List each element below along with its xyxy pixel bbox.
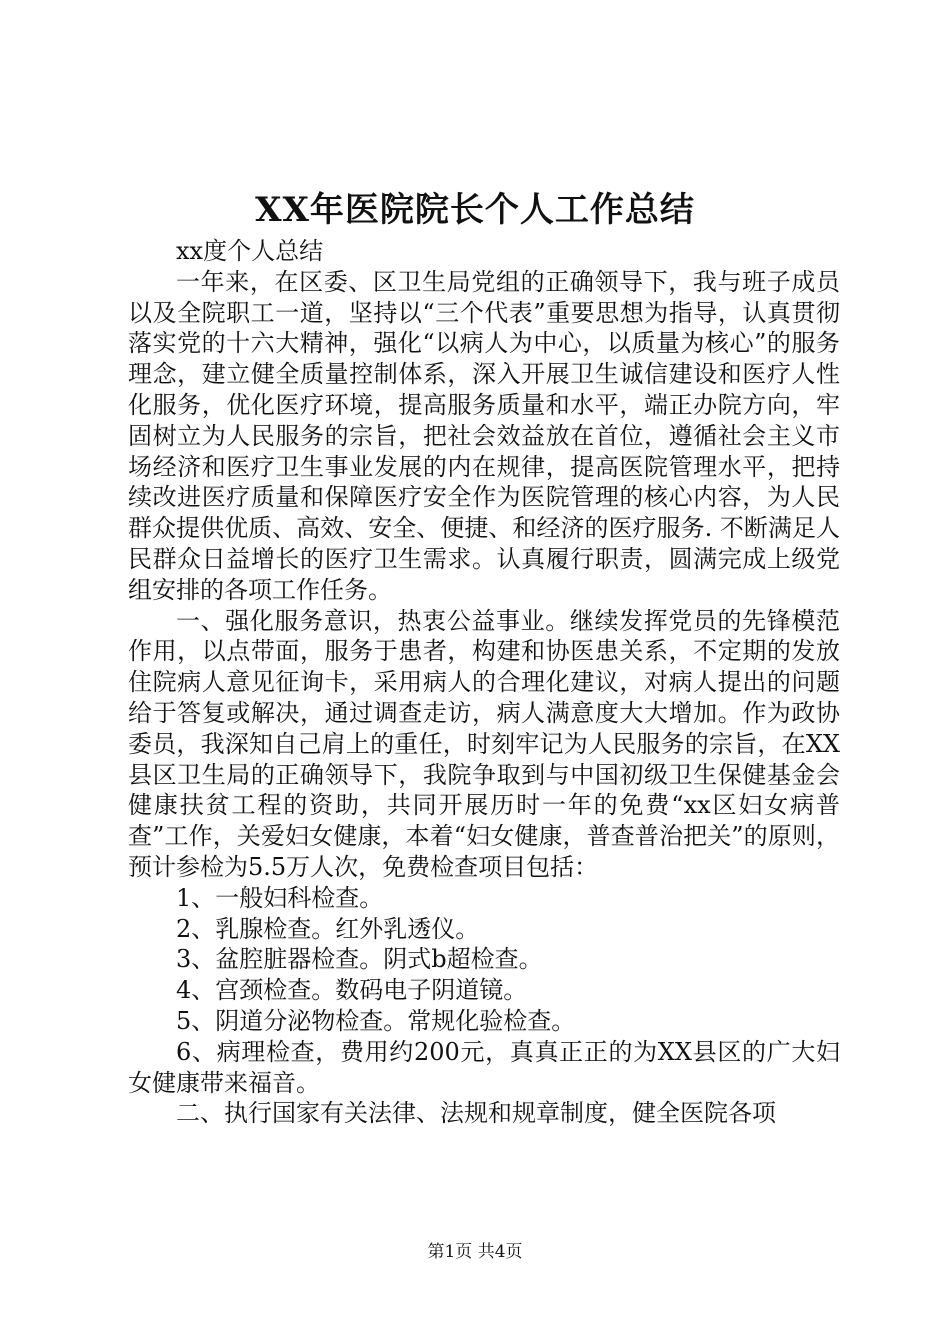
document-title: XX年医院院长个人工作总结 [255, 190, 695, 230]
body-paragraph: 一、强化服务意识，热衷公益事业。继续发挥党员的先锋模范作用，以点带面，服务于患者，构建和协医患关系，不定期的发放住院病人意见征询卡，采用病人的合理化建议，对病人提出的问题给于答复或解决，通过调查走访，病人满意度大大增加。作为政协委员，我深知自己肩上的重任，时刻牢记为人民服务的宗旨，在XX县区卫生局的正确领导下，我院争取到与中国初级卫生保健基金会健康扶贫工程的资助，共同开展历时一年的免费“xx区妇女病普查”工作，关爱妇女健康，本着“妇女健康，普查普治把关”的原则，预计参检为5.5万人次，免费检查项目包括： [128, 606, 840, 881]
subtitle-paragraph: xx度个人总结 [176, 237, 324, 265]
list-item: 1、一般妇科检查。 [176, 883, 384, 912]
document-body [128, 236, 840, 1129]
body-paragraph: 一年来，在区委、区卫生局党组的正确领导下，我与班子成员以及全院职工一道，坚持以“三个代表”重要思想为指导，认真贯彻落实党的十六大精神，强化“以病人为中心，以质量为核心”的服务理念，建立健全质量控制体系，深入开展卫生诚信建设和医疗人性化服务，优化医疗环境，提高服务质量和水平，端正办院方向，牢固树立为人民服务的宗旨，把社会效益放在首位，遵循社会主义市场经济和医疗卫生事业发展的内在规律，提高医院管理水平，把持续改进医疗质量和保障医疗安全作为医院管理的核心内容，为人民群众提供优质、高效、安全、便捷、和经济的医疗服务. 不断满足人民群众日益增长的医疗卫生需求。认真履行职责，圆满完成上级党组安排的各项工作任务。 [128, 267, 840, 604]
list-item: 2、乳腺检查。红外乳透仪。 [176, 914, 480, 943]
list-item: 4、宫颈检查。数码电子阴道镜。 [176, 976, 528, 1005]
list-item: 5、阴道分泌物检查。常规化验检查。 [176, 1006, 576, 1035]
page-footer: 第1页 共4页 [427, 1242, 523, 1262]
list-item: 3、盆腔脏器检查。阴式b超检查。 [176, 945, 543, 974]
body-paragraph: 二、执行国家有关法律、法规和规章制度，健全医院各项 [176, 1099, 776, 1128]
list-item: 6、病理检查，费用约200元，真真正正的为XX县区的广大妇女健康带来福音。 [128, 1037, 840, 1097]
